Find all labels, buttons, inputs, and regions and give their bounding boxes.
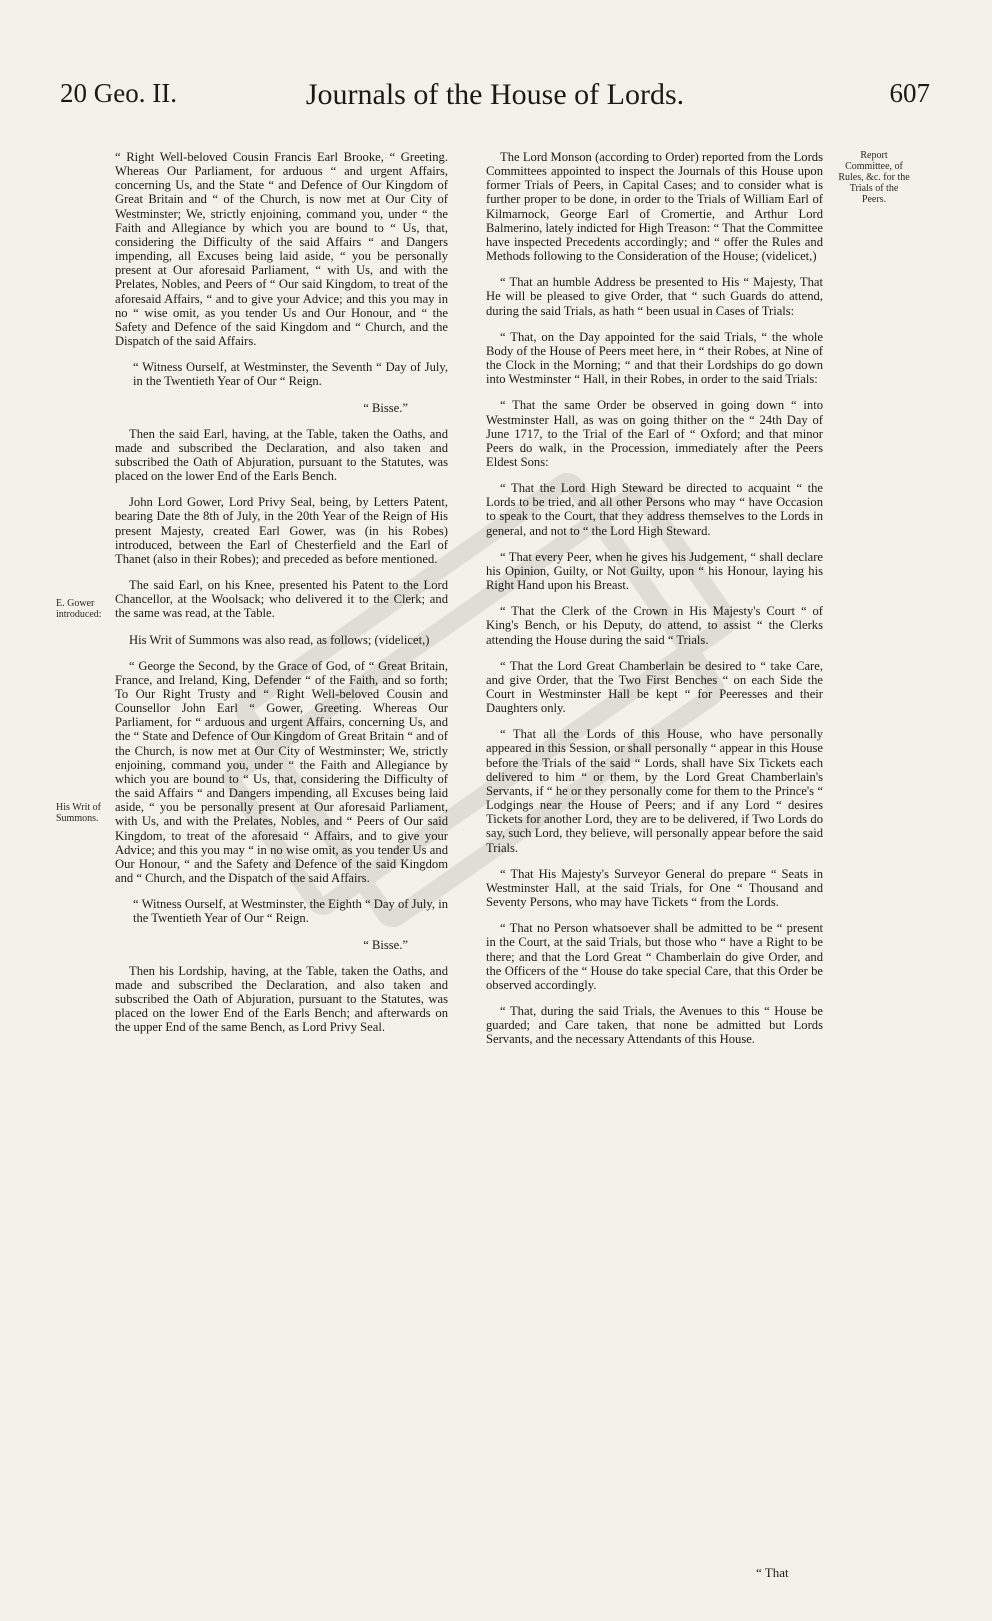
margin-note-gower-introduced: E. Gower introduced: [56, 598, 102, 620]
paragraph-gower-introduced: John Lord Gower, Lord Privy Seal, being, by Letters Patent, bearing Date the 8th of July, in the 20th Year of the Reign of His present Majesty, created Earl Gower, was (in his Robes) introduced, between the Earl of Chesterfield and the Earl of Thanet (also in their Robes); and preceded as before mentioned. [115, 495, 448, 566]
rule-avenues: “ That, during the said Trials, the Avenues to this “ House be guarded; and Care taken, that none be admitted but Lords Servants, and the necessary Attendants of this House. [486, 1003, 823, 1047]
rule-tickets: “ That all the Lords of this House, who have personally appeared in this Session, or shall personally “ appear in this House before the Trials of the said “ Lords, shall have Six Tickets each delivered to him “ or them, by the Lord Great Chamberlain's Servants, if “ he or they personally come for them to the Prince's “ Lodgings near the House of Peers; and if any Lord “ desires Tickets for another Lord, they are to be delivered, if Two Lords do say, such Lord, they believe, will personally appear before the said Trials. [486, 727, 823, 855]
rule-high-steward: “ That the Lord High Steward be directed to acquaint “ the Lords to be tried, and all other Persons who may “ have Occasion to speak to the Court, that they address themselves to the Lords in general, and not to “ the Lord High Steward. [486, 481, 823, 538]
margin-note-writ-of-summons: His Writ of Summons. [56, 802, 101, 824]
paragraph-gower-placed: Then his Lordship, having, at the Table, taken the Oaths, and made and subscribed the Declaration, and also taken and subscribed the Oath of Abjuration, pursuant to the Statutes, was placed on the lower End of the Earls Bench; and afterwards on the upper End of the same Bench, as Lord Privy Seal. [115, 963, 448, 1035]
witness-brooke: “ Witness Ourself, at Westminster, the Seventh “ Day of July, in the Twentieth Year of Our “ Reign. [133, 360, 448, 389]
right-column [486, 150, 823, 1058]
journal-title: Journals of the House of Lords. [305, 78, 685, 111]
paragraph-monson-report: The Lord Monson (according to Order) reported from the Lords Committees appointed to inspect the Journals of this House upon former Trials of Peers, in Capital Cases; and to consider what is further proper to be done, in order to the Trials of William Earl of Kilmarnock, George Earl of Cromertie, and Arthur Lord Balmerino, lately indicted for High Treason: “ That the Committee have inspected Precedents accordingly; and “ offer the Rules and Methods following to the Consideration of the House; (videlicet,) [486, 150, 823, 264]
regnal-year: 20 Geo. II. [60, 78, 177, 108]
rule-clerk-crown: “ That the Clerk of the Crown in His Majesty's Court “ of King's Bench, or his Deputy, do attend, to assist “ the Clerks attending the House during the said “ Trials. [486, 604, 823, 647]
rule-guards: “ That an humble Address be presented to His “ Majesty, That He will be pleased to give Order, that “ such Guards do attend, during the said Trials, as hath “ been usual in Cases of Trials: [486, 275, 823, 318]
catchword: “ That [756, 1565, 789, 1580]
left-column [115, 150, 448, 1046]
writ-brooke: “ Right Well-beloved Cousin Francis Earl Brooke, “ Greeting. Whereas Our Parliament, for arduous “ and urgent Affairs, concerning Us, and the State “ and Defence of Our Kingdom of Great Britain and “ of the Church, is now met at Our City of Westminster; We, strictly enjoining, command you, under “ the Faith and Allegiance by which you are bound to “ Us, that, considering the Difficulty of the said Affairs “ and Dangers impending, all Excuses being laid aside, “ you be personally present at Our aforesaid Parliament, “ with Us, and with the Prelates, Nobles, and Peers of “ Our said Kingdom, to treat of the aforesaid Affairs, “ and to give your Advice; and this you may in no “ wise omit, as you tender Us and Our Honour, and “ the Safety and Defence of the said Kingdom and “ Church, and the Dispatch of the said Affairs. [115, 150, 448, 349]
rule-admission: “ That no Person whatsoever shall be admitted to be “ present in the Court, at the said Trials, but those who “ have a Right to be there; and that the Lord Great “ Chamberlain do give Order, and the Officers of the “ House do take special Care, that this Order be observed accordingly. [486, 921, 823, 992]
rule-procession: “ That the same Order be observed in going down “ into Westminster Hall, as was on going thither on the “ 24th Day of June 1717, to the Trial of the Earl of “ Oxford; and that minor Peers do walk, in the Procession, immediately after the Peers Eldest Sons: [486, 398, 823, 469]
paragraph-patent-presented: The said Earl, on his Knee, presented his Patent to the Lord Chancellor, at the Woolsack; who delivered it to the Clerk; and the same was read, at the Table. [115, 578, 448, 621]
page-number: 607 [889, 78, 930, 108]
signature-bisse: “ Bisse.” [363, 937, 408, 952]
writ-gower: “ George the Second, by the Grace of God, of “ Great Britain, France, and Ireland, King, Defender “ of the Faith, and so forth; To Our Right Trusty and “ Right Well-beloved Cousin and Counsellor John Earl “ Gower, Greeting. Whereas Our Parliament, for “ arduous and urgent Affairs, concerning Us, and the “ State and Defence of Our Kingdom of Great Britain “ and of the Church, is now met at Our City of Westminster; We, strictly enjoining, command you, under “ the Faith and Allegiance by which you are bound to “ Us, that, considering the Difficulty of the said Affairs “ and Dangers impending, all Excuses being laid aside, “ you be personally present at Our aforesaid Parliament, with Us, and with the Prelates, Nobles, and “ Peers of Our said Kingdom, to treat of the aforesaid “ Affairs, and to give your Advice; and this you may “ in no wise omit, as you tender Us and Our Honour, “ and the Safety and Defence of the said Kingdom and “ Church, and the Dispatch of the said Affairs. [115, 658, 448, 886]
rule-judgement: “ That every Peer, when he gives his Judgement, “ shall declare his Opinion, Guilty, or Not Guilty, upon “ his Honour, laying his Right Hand upon his Breast. [486, 549, 823, 593]
rule-seats: “ That His Majesty's Surveyor General do prepare “ Seats in Westminster Hall, at the said Trials, for One “ Thousand and Seventy Persons, who may have Tickets “ from the Lords. [486, 866, 823, 910]
rule-benches: “ That the Lord Great Chamberlain be desired to “ take Care, and give Order, that the Two First Benches “ on each Side the Court in Westminster Hall be kept “ for Peeresses and their Daughters only. [486, 658, 823, 716]
paragraph-writ-read: His Writ of Summons was also read, as follows; (videlicet,) [129, 632, 430, 647]
rule-robes: “ That, on the Day appointed for the said Trials, “ the whole Body of the House of Peers meet here, in “ their Robes, at Nine of the Clock in the Morning; “ and that their Lordships do go down into Westminster “ Hall, in their Robes, in order to the said Trials: [486, 329, 823, 387]
margin-note-report-committee: Report Committee, of Rules, &c. for the Trials of the Peers. [838, 150, 910, 205]
paragraph-brooke-placed: Then the said Earl, having, at the Table, taken the Oaths, and made and subscribed the Declaration, and also taken and subscribed the Oath of Abjuration, pursuant to the Statutes, was placed on the lower End of the Earls Bench. [115, 426, 448, 484]
running-head [60, 78, 930, 118]
signature-bisse: “ Bisse.” [363, 400, 408, 415]
witness-gower: “ Witness Ourself, at Westminster, the Eighth “ Day of July, in the Twentieth Year of Our “ Reign. [133, 897, 448, 926]
